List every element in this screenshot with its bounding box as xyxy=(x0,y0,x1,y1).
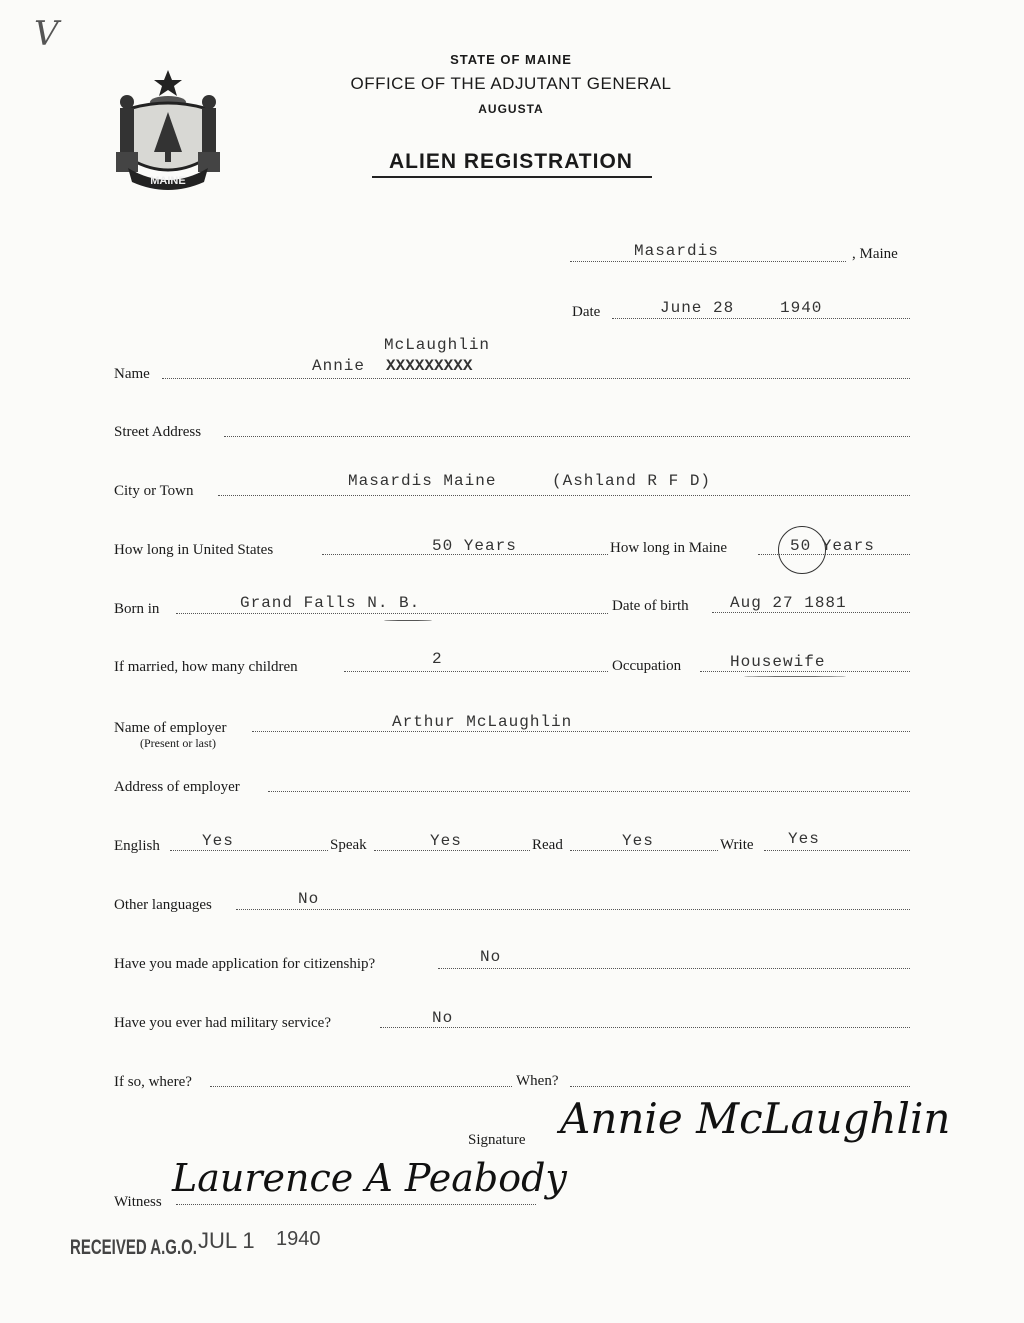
received-stamp-date: JUL 1 xyxy=(198,1228,255,1253)
employer-sub-label: (Present or last) xyxy=(140,736,216,750)
name-surname-inserted: McLaughlin xyxy=(384,336,491,354)
date-month-day: June 28 xyxy=(660,299,735,317)
pencil-underline xyxy=(384,620,432,621)
hand-drawn-circle xyxy=(778,526,826,574)
city-label: City or Town xyxy=(114,483,194,499)
dob-value: Aug 27 1881 xyxy=(730,594,847,612)
location-town: Masardis xyxy=(634,242,719,260)
how-long-maine-label: How long in Maine xyxy=(610,540,728,556)
citizenship-label: Have you made application for citizenship? xyxy=(114,956,376,972)
how-long-us-label: How long in United States xyxy=(114,542,274,558)
children-value: 2 xyxy=(432,650,443,668)
corner-check-mark: V xyxy=(34,14,59,54)
write-label: Write xyxy=(720,837,754,853)
how-long-maine-value: 50 Years xyxy=(790,537,875,555)
born-value: Grand Falls N. B. xyxy=(240,594,421,612)
occupation-value: Housewife xyxy=(730,653,826,671)
citizenship-value: No xyxy=(480,948,502,966)
speak-value: Yes xyxy=(430,832,462,850)
street-label: Street Address xyxy=(114,424,202,440)
military-value: No xyxy=(432,1009,454,1027)
english-label: English xyxy=(114,838,160,854)
seal-text: MAINE xyxy=(150,175,186,187)
signature-label: Signature xyxy=(468,1132,526,1148)
city-extra: (Ashland R F D) xyxy=(552,472,712,490)
read-label: Read xyxy=(532,837,563,853)
signature-handwritten: Annie McLaughlin xyxy=(560,1094,951,1143)
date-year: 1940 xyxy=(780,299,823,317)
name-label: Name xyxy=(114,366,150,382)
received-stamp-year: 1940 xyxy=(276,1228,321,1250)
pencil-underline-occupation xyxy=(744,676,846,677)
english-value: Yes xyxy=(202,832,234,850)
header-state: STATE OF MAINE xyxy=(450,52,572,67)
employer-label: Name of employer xyxy=(114,720,227,736)
when-label: When? xyxy=(516,1073,559,1089)
name-first: Annie xyxy=(312,357,366,375)
location-state-label: , Maine xyxy=(852,246,898,262)
page-title: ALIEN REGISTRATION xyxy=(389,150,633,173)
name-struck-out: XXXXXXXXX xyxy=(386,357,473,375)
title-underline xyxy=(372,176,652,178)
header-office: OFFICE OF THE ADJUTANT GENERAL xyxy=(350,74,672,93)
dob-label: Date of birth xyxy=(612,598,689,614)
speak-label: Speak xyxy=(330,837,367,853)
how-long-us-value: 50 Years xyxy=(432,537,517,555)
write-value: Yes xyxy=(788,830,820,848)
occupation-label: Occupation xyxy=(612,658,682,674)
received-stamp-label: RECEIVED A.G.O. xyxy=(70,1236,197,1260)
witness-handwritten: Laurence A Peabody xyxy=(172,1156,567,1200)
military-label: Have you ever had military service? xyxy=(114,1015,331,1031)
date-label: Date xyxy=(572,304,601,320)
witness-label: Witness xyxy=(114,1194,162,1210)
state-seal xyxy=(112,68,224,192)
other-languages-value: No xyxy=(298,890,320,908)
header-city: AUGUSTA xyxy=(478,102,544,116)
other-languages-label: Other languages xyxy=(114,897,212,913)
employer-address-label: Address of employer xyxy=(114,779,240,795)
city-value: Masardis Maine xyxy=(348,472,497,490)
read-value: Yes xyxy=(622,832,654,850)
employer-value: Arthur McLaughlin xyxy=(392,713,573,731)
where-label: If so, where? xyxy=(114,1074,192,1090)
born-label: Born in xyxy=(114,601,160,617)
children-label: If married, how many children xyxy=(114,659,298,675)
